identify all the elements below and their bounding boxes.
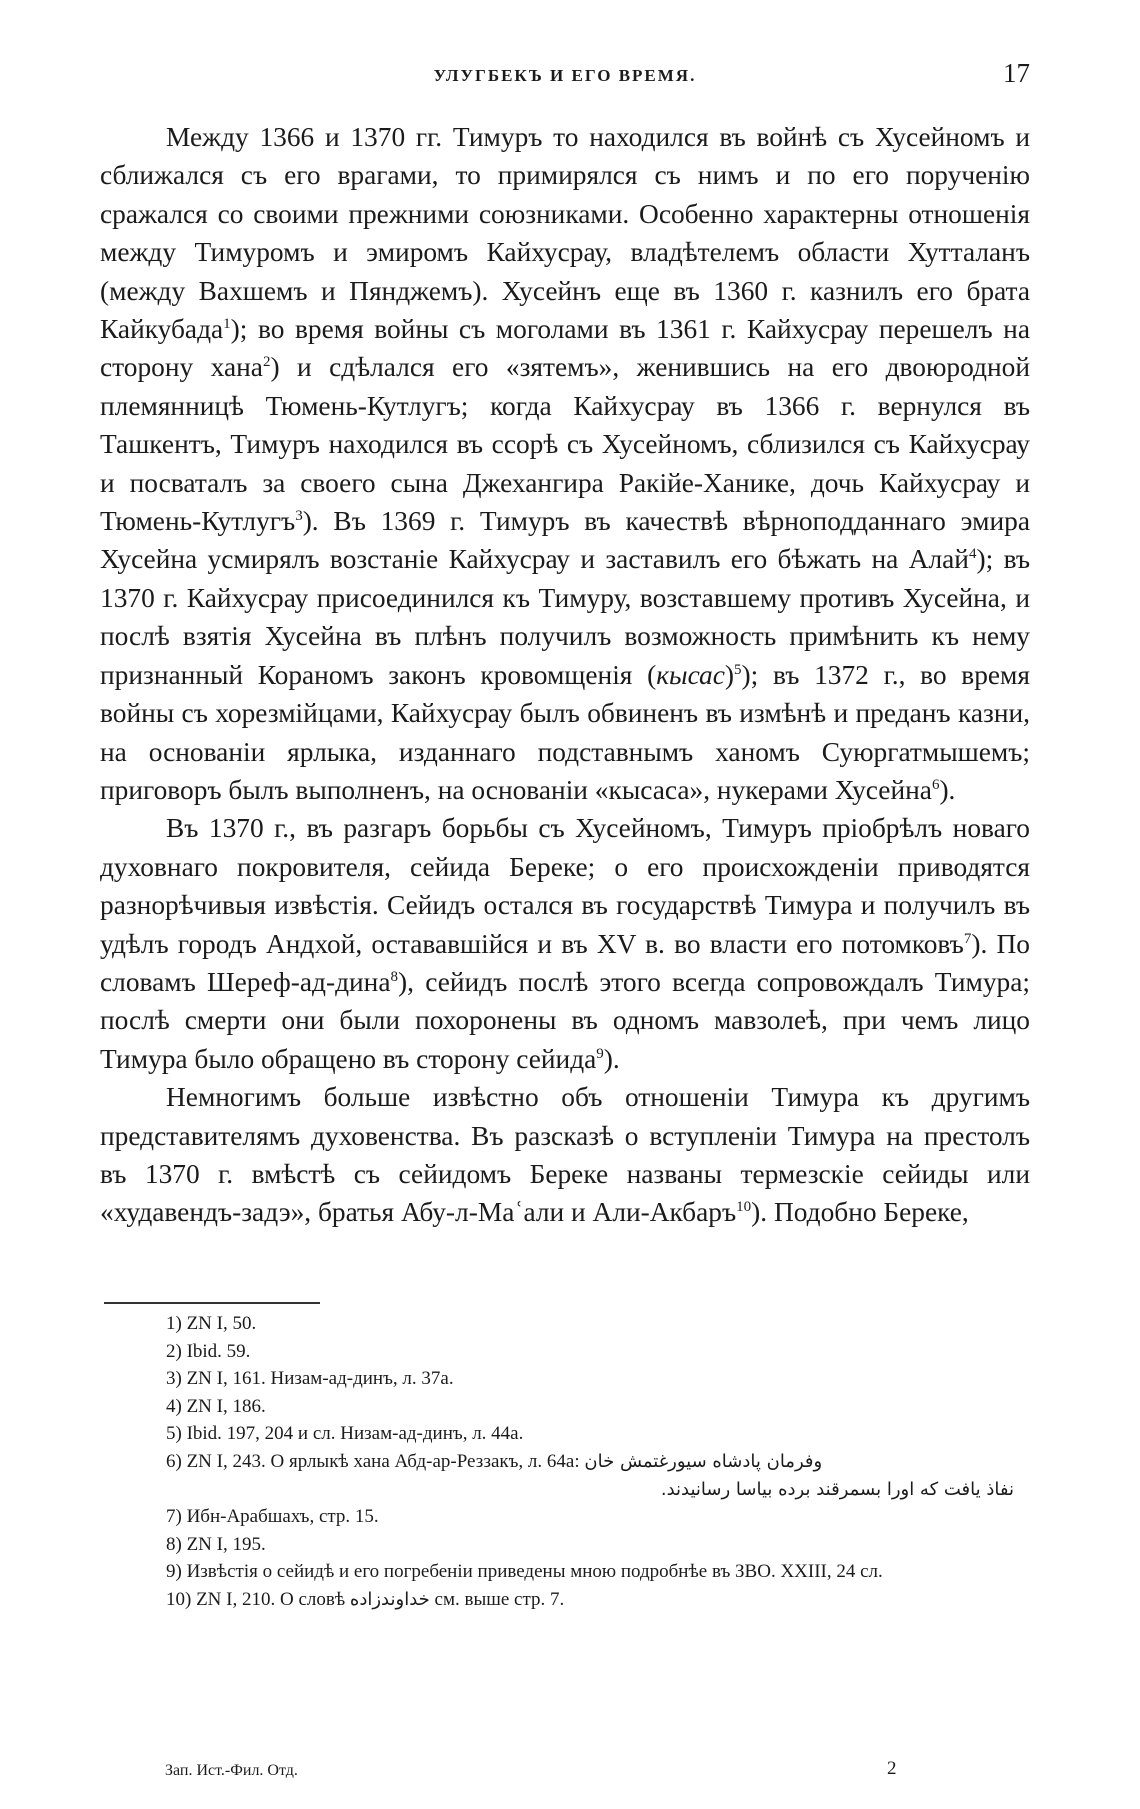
footnote-6-text: 6) ZN I, 243. О ярлыкѣ хана Абд-ар-Реззакъ, л. 64а: (166, 1450, 580, 1472)
text-run: Немногимъ больше извѣстно объ отношеніи Тимура къ другимъ представителямъ духовенства. Въ разсказѣ о вступленіи Тимура на престолъ въ 1370 г. вмѣстѣ съ сейидомъ Береке названы термезскіе сейиды или «худавендъ-задэ», братья Абу-л-Маʿали и Али-Акбаръ (100, 1082, 1030, 1228)
text-run: ). (939, 774, 956, 805)
footnote-marker: 1 (223, 315, 231, 332)
text-run: ) (724, 659, 735, 690)
footnote-separator (104, 1302, 320, 1304)
footnote-6 (100, 1448, 1030, 1476)
footnote-3: 3) ZN I, 161. Низам-ад-динъ, л. 37а. (166, 1368, 454, 1390)
page-number: 17 (1003, 58, 1030, 88)
text-run: ). Въ 1369 г. Тимуръ въ качествѣ вѣрноподданнаго эмира Хусейна усмирялъ возстаніе Кайхусрау и заставилъ его бѣжать на Алай (100, 506, 1030, 575)
text-run: Между 1366 и 1370 гг. Тимуръ то находился въ войнѣ съ Хусейномъ и сближался съ его врагами, то примирялся съ нимъ и по его порученію сражался со своими прежними союзниками. Особенно характерны отношенія между Тимуромъ и эмиромъ Кайхусрау, владѣтелемъ области Хутталанъ (между Вахшемъ и Пянджемъ). Хусейнъ еще въ 1360 г. казнилъ его брата Кайкубада (100, 122, 1030, 345)
footnote-marker: 4 (968, 546, 977, 563)
footnote-marker: 7 (963, 930, 972, 947)
footnote-9: 9) Извѣстія о сейидѣ и его погребеніи приведены мною подробнѣе въ ЗВО. XXIII, 24 сл. (166, 1561, 883, 1583)
footnotes (100, 1310, 1030, 1614)
footnote-7: 7) Ибн-Арабшахъ, стр. 15. (166, 1506, 379, 1528)
footnote-marker: 10 (736, 1199, 752, 1216)
footnote-6-arabic-1: وفرمان پادشاه سیورغتمش خان (584, 1450, 823, 1472)
paragraph (100, 809, 1030, 1078)
footnote-8: 8) ZN I, 195. (166, 1533, 266, 1555)
running-head: УЛУГБЕКЪ И ЕГО ВРЕМЯ. (433, 66, 697, 85)
footnote-10-text: 10) ZN I, 210. О словѣ (166, 1588, 346, 1610)
footnote-marker: 5 (734, 661, 742, 678)
text-run: ). Подобно Береке, (751, 1197, 969, 1228)
footnote-4: 4) ZN I, 186. (166, 1395, 266, 1417)
text-run: Въ 1370 г., въ разгаръ борьбы съ Хусейномъ, Тимуръ пріобрѣлъ новаго духовнаго покровителя, сейида Береке; о его происхожденіи приводятся разнорѣчивыя извѣстія. Сейидъ остался въ государствѣ Тимура и получилъ въ удѣлъ городъ Андхой, остававшійся и въ XV в. во власти его потомковъ (100, 813, 1030, 959)
italic-term: кысас (656, 659, 725, 690)
text-run: ); въ 1370 г. Кайхусрау присоединился къ Тимуру, возставшему противъ Хусейна, и послѣ взятія Хусейна въ плѣнъ получилъ возможность примѣнить къ нему признанный Кораномъ законъ кровомщенія ( (100, 544, 1030, 690)
text-run: ). (603, 1043, 620, 1074)
footnote-marker: 9 (596, 1045, 604, 1062)
footnote-marker: 8 (390, 968, 398, 985)
footnote-1: 1) ZN I, 50. (166, 1313, 257, 1334)
sheet-number: 2 (887, 1758, 897, 1779)
paragraph (100, 1078, 1030, 1232)
text-run: ); въ 1372 г., во время войны съ хорезмійцами, Кайхусрау былъ обвиненъ въ измѣнѣ и преданъ казни, на основаніи ярлыка, изданнаго подставнымъ ханомъ Суюргатмышемъ; приговоръ былъ выполненъ, на основаніи «кысаса», нукерами Хусейна (100, 659, 1030, 805)
body-text (100, 118, 1030, 1232)
page-footer (165, 1758, 925, 1786)
footnote-10-tail: см. выше стр. 7. (434, 1588, 565, 1610)
footnote-marker: 6 (931, 776, 940, 793)
footnote-10-arabic: خداوندزاده (349, 1588, 430, 1610)
text-run: ); во время войны съ моголами въ 1361 г. Кайхусрау перешелъ на сторону хана (100, 314, 1030, 383)
text-run: ). По словамъ Шереф-ад-дина (100, 928, 1031, 997)
footnote-marker: 3 (295, 507, 303, 524)
footnote-10 (100, 1586, 1030, 1614)
footnote-6-continuation (100, 1476, 1030, 1504)
text-run: ) и сдѣлался его «зятемъ», женившись на его двоюродной племянницѣ Тюмень-Кутлугъ; когда Кайхусрау въ 1366 г. вернулся въ Ташкентъ, Тимуръ находился въ ссорѣ съ Хусейномъ, сблизился съ Кайхусрау и посваталъ за своего сына Джехангира Ракійе-Ханике, дочь Кайхусрау и Тюмень-Кутлугъ (100, 352, 1030, 537)
footnote-5: 5) Ibid. 197, 204 и сл. Низам-ад-динъ, л. 44а. (166, 1423, 524, 1445)
footnote-2: 2) Ibid. 59. (166, 1340, 251, 1362)
paragraph (100, 118, 1030, 809)
footnote-6-arabic-2: نفاذ یافت که اورا بسمرقند برده بیاسا رسانیدند. (660, 1478, 1014, 1500)
footnote-marker: 2 (262, 354, 271, 371)
text-run: ), сейидъ послѣ этого всегда сопровождалъ Тимура; послѣ смерти они были похоронены въ одномъ мавзолеѣ, при чемъ лицо Тимура было обращено въ сторону сейида (100, 966, 1030, 1074)
page-header (100, 58, 1030, 98)
printer-signature: Зап. Ист.-Фил. Отд. (165, 1762, 298, 1779)
